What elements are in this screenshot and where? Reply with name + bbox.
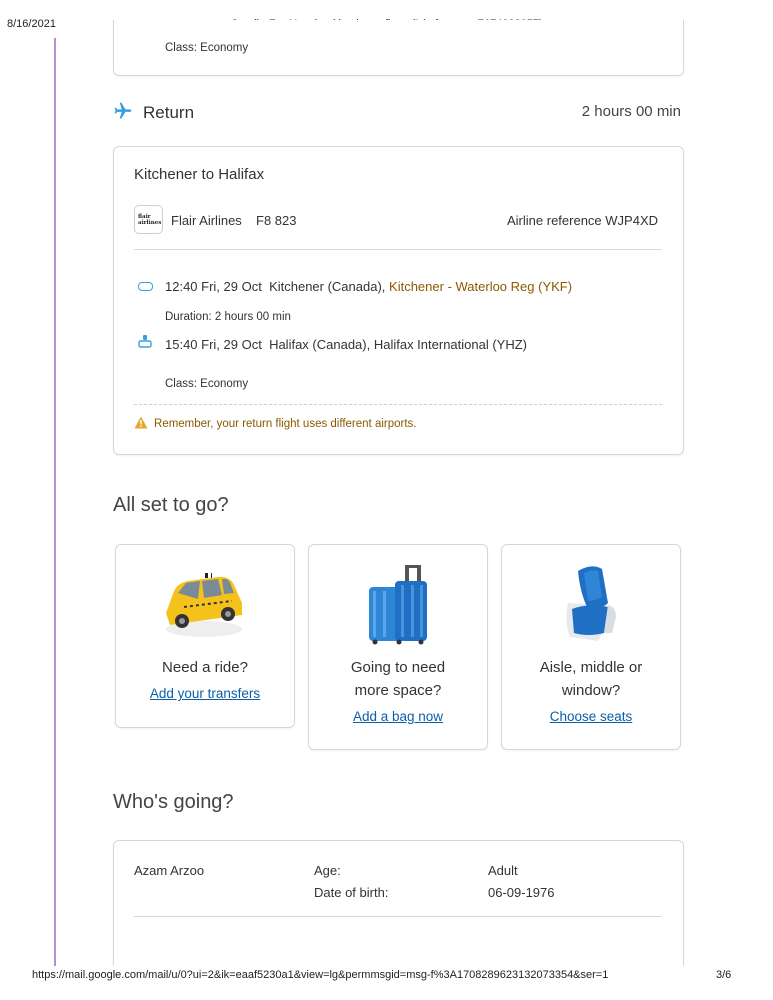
- return-flight-card: [113, 146, 684, 455]
- takeoff-icon: [138, 282, 153, 291]
- departure-city: Kitchener (Canada),: [269, 279, 386, 294]
- taxi-icon: [160, 569, 246, 641]
- dob-label: Date of birth:: [314, 885, 389, 900]
- landing-icon: [138, 334, 152, 348]
- print-page-number: 3/6: [716, 969, 732, 981]
- departure-airport: Kitchener - Waterloo Reg (YKF): [389, 279, 573, 294]
- print-url: https://mail.google.com/mail/u/0?ui=2&ik=eaaf5230a1&view=lg&permmsgid=msg-f%3A1708289623132073354&ser=1: [32, 969, 609, 981]
- choose-seats-link[interactable]: Choose seats: [549, 709, 633, 724]
- seats-link-row: [502, 708, 680, 726]
- seat-icon: [558, 563, 624, 645]
- warning-text: Remember, your return flight uses different airports.: [154, 418, 417, 430]
- bag-title-line1: Going to need: [350, 659, 446, 676]
- print-date: 8/16/2021: [7, 18, 56, 30]
- return-duration: 2 hours 00 min: [581, 103, 681, 120]
- bag-card: [308, 544, 488, 750]
- add-bag-link[interactable]: Add a bag now: [352, 709, 444, 724]
- all-set-heading: All set to go?: [113, 494, 229, 516]
- departure-line: [165, 279, 572, 294]
- passenger-name: Azam Arzoo: [134, 863, 205, 878]
- passenger-divider: [134, 916, 662, 917]
- age-label: Age:: [314, 863, 341, 878]
- return-class: Class: Economy: [165, 378, 249, 390]
- arrival-time: 15:40 Fri, 29 Oct: [165, 337, 262, 352]
- flight-duration: Duration: 2 hours 00 min: [165, 311, 291, 323]
- return-heading: Return: [143, 103, 195, 122]
- airline-logo: [134, 205, 163, 234]
- seats-card: [501, 544, 681, 750]
- transfers-link-row: [116, 685, 294, 703]
- seats-title-line2: window?: [561, 682, 621, 699]
- route-title: Kitchener to Halifax: [134, 166, 265, 183]
- add-transfers-link[interactable]: Add your transfers: [149, 686, 261, 701]
- passenger-card: [113, 840, 684, 981]
- departure-time: 12:40 Fri, 29 Oct: [165, 279, 262, 294]
- bag-link-row: [309, 708, 487, 726]
- bag-title-line2: more space?: [354, 682, 442, 699]
- divider: [134, 249, 662, 250]
- outbound-flight-card: [113, 20, 684, 76]
- age-value: Adult: [488, 863, 518, 878]
- arrival-line: [165, 337, 527, 352]
- airline-logo-text: flair airlines: [138, 214, 162, 226]
- plane-icon: [112, 101, 134, 121]
- transfers-card: [115, 544, 295, 728]
- outbound-class: Class: Economy: [165, 42, 249, 54]
- airline-name: Flair Airlines: [171, 213, 242, 228]
- whos-going-heading: Who's going?: [113, 791, 234, 813]
- left-rule: [54, 38, 56, 966]
- transfers-title: Need a ride?: [162, 659, 248, 676]
- warning-icon: [134, 416, 148, 429]
- seats-title-line1: Aisle, middle or: [539, 659, 643, 676]
- airline-reference: Airline reference WJP4XD: [507, 213, 658, 228]
- suitcase-icon: [365, 563, 431, 645]
- flight-number: F8 823: [256, 213, 297, 228]
- arrival-place: Halifax (Canada), Halifax International (YHZ): [269, 337, 527, 352]
- dashed-divider: [134, 404, 662, 405]
- dob-value: 06-09-1976: [488, 885, 555, 900]
